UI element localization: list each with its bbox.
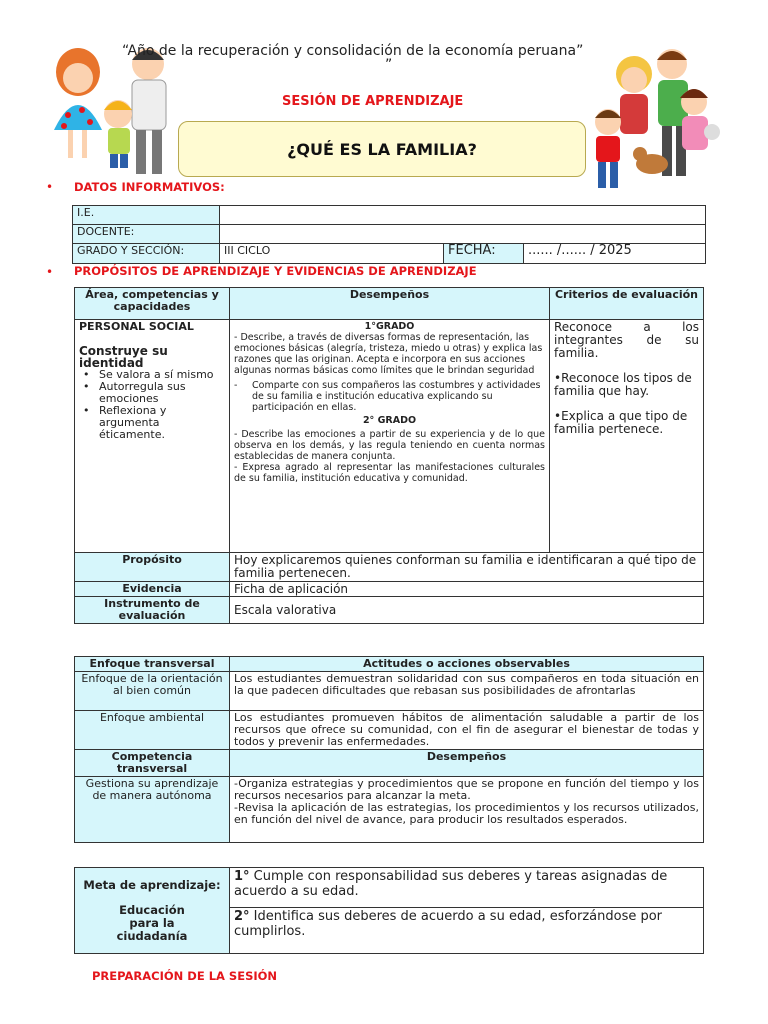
competencia-desempeno-1: -Organiza estrategias y procedimientos que se propone en función del tiempo y los recursos necesarios para alcanzar la meta. <box>234 777 699 802</box>
fecha-value[interactable]: ...... /...... / 2025 <box>524 244 706 264</box>
propositos-table <box>74 287 704 624</box>
proposito-label: Propósito <box>75 553 230 582</box>
competencia-row-value <box>230 777 704 843</box>
bullet-icon: • <box>46 180 54 194</box>
evidencia-value: Ficha de aplicación <box>230 582 704 597</box>
section-propositos-heading: PROPÓSITOS DE APRENDIZAJE Y EVIDENCIAS DE APRENDIZAJE <box>74 264 477 278</box>
family-clipart-right-illustration <box>584 40 734 192</box>
desempenos-cell <box>230 320 550 553</box>
head-actitudes: Actitudes o acciones observables <box>230 657 704 672</box>
grado-value[interactable]: III CICLO <box>220 244 444 264</box>
grado1-text2: Comparte con sus compañeros las costumbres y actividades de su familia e institución educativa explicando su participación en ellas. <box>252 380 541 413</box>
docente-label: DOCENTE: <box>73 225 220 244</box>
criterio-2: •Reconoce los tipos de familia que hay. <box>554 371 692 398</box>
grado2-title: 2° GRADO <box>362 415 417 426</box>
competencia-desempeno-2: -Revisa la aplicación de las estrategias, los procedimientos y los recursos utilizados, en función del nivel de avance, para producir los resultados esperados. <box>234 801 699 826</box>
head-desempenos-transversal: Desempeños <box>230 750 704 777</box>
docente-value[interactable] <box>220 225 706 244</box>
grado2-text2: - Expresa agrado al representar las manifestaciones culturales de su familia, institución educativa y comunidad. <box>234 462 545 484</box>
meta-1-text: Cumple con responsabilidad sus deberes y tareas asignadas de acuerdo a su edad. <box>234 869 668 899</box>
meta-1 <box>230 868 704 908</box>
ie-label: I.E. <box>73 206 220 225</box>
year-title-closing-quote: ” <box>385 57 393 73</box>
grado1-item2: - Comparte con sus compañeros las costumbres y actividades de su familia e institución educativa explicando su participación en ellas. <box>234 380 545 413</box>
criterios-cell <box>550 320 704 553</box>
head-criterios: Criterios de evaluación <box>550 288 704 320</box>
evidencia-label: Evidencia <box>75 582 230 597</box>
fecha-label: FECHA: <box>444 244 524 264</box>
grado2-text1: - Describe las emociones a partir de su experiencia y de lo que observa en los demás, y las regula teniendo en cuenta normas establecidas de manera conjunta. <box>234 429 545 462</box>
grado-label: GRADO Y SECCIÓN: <box>73 244 220 264</box>
enfoque-row1-value: Los estudiantes demuestran solidaridad con sus compañeros en toda situación en la que padecen dificultades que rebasan sus posibilidades de afrontarlas <box>230 672 704 711</box>
instrumento-label: Instrumento de evaluación <box>75 597 230 624</box>
head-competencia: Competencia transversal <box>75 750 230 777</box>
session-label: SESIÓN DE APRENDIZAJE <box>282 94 464 109</box>
grado1-text1: - Describe, a través de diversas formas de representación, las emociones básicas (alegría, tristeza, miedo u otras) y explica las razones que las originan. Acepta e incorpora en sus acciones algunas normas básicas como límites que le brindan seguridad <box>234 332 543 376</box>
area-cell <box>75 320 230 553</box>
competencia-row-label: Gestiona su aprendizaje de manera autónoma <box>75 777 230 843</box>
enfoque-table <box>74 656 704 843</box>
section-datos-heading: DATOS INFORMATIVOS: <box>74 180 225 194</box>
enfoque-row1-label: Enfoque de la orientación al bien común <box>75 672 230 711</box>
enfoque-row2-value: Los estudiantes promueven hábitos de alimentación saludable a partir de los recursos que ofrece su comunidad, con el fin de asegurar el bienestar de todas y todos y prevenir las enfermedades. <box>230 711 704 750</box>
proposito-value: Hoy explicaremos quienes conforman su familia e identificaran a qué tipo de familia pertenecen. <box>230 553 704 582</box>
head-area: Área, competencias y capacidades <box>75 288 230 320</box>
enfoque-row2-label: Enfoque ambiental <box>75 711 230 750</box>
meta-label: Meta de aprendizaje: <box>83 877 221 892</box>
meta-table <box>74 867 704 954</box>
list-item: • Autorregula sus emociones <box>79 381 225 405</box>
family-clipart-left-illustration <box>40 40 190 180</box>
meta-2-text: Identifica sus deberes de acuerdo a su edad, esforzándose por cumplirlos. <box>234 909 663 939</box>
ie-value[interactable] <box>220 206 706 225</box>
capacidades-list <box>79 369 225 441</box>
section-preparacion-heading: PREPARACIÓN DE LA SESIÓN <box>92 969 278 983</box>
head-enfoque: Enfoque transversal <box>75 657 230 672</box>
grado1-title: 1°GRADO <box>364 321 415 332</box>
meta-area-label: Educación para la ciudadanía <box>116 902 188 943</box>
meta-2 <box>230 908 704 954</box>
meta-1-number: 1° <box>234 869 250 884</box>
year-title: “Año de la recuperación y consolidación de la economía peruana” <box>122 43 584 59</box>
list-item: • Reflexiona y argumenta éticamente. <box>79 405 225 441</box>
meta-cell <box>75 868 230 954</box>
instrumento-value: Escala valorativa <box>230 597 704 624</box>
datos-table <box>72 205 706 264</box>
competencia-name: Construye su identidad <box>79 344 168 370</box>
meta-2-number: 2° <box>234 909 250 924</box>
list-item: • Se valora a sí mismo <box>79 369 225 381</box>
head-desempenos: Desempeños <box>230 288 550 320</box>
criterio-3: •Explica a que tipo de familia pertenece. <box>554 409 688 436</box>
bullet-icon: • <box>46 265 54 279</box>
area-name: PERSONAL SOCIAL <box>79 320 194 333</box>
session-title: ¿QUÉ ES LA FAMILIA? <box>178 121 586 177</box>
criterio-1: Reconoce a los integrantes de su familia. <box>554 320 699 360</box>
